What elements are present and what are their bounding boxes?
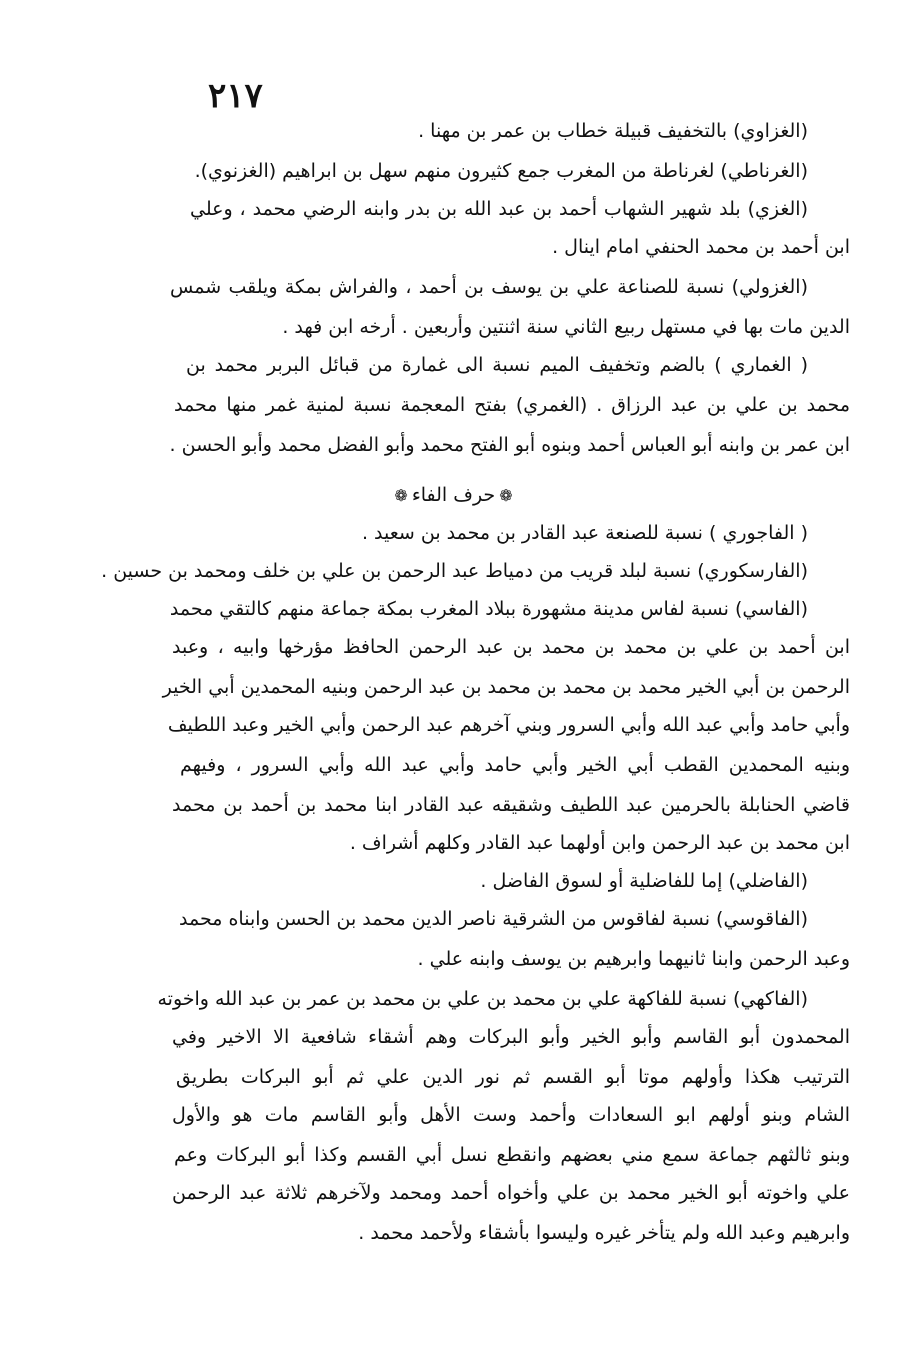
ornament-icon: ❁ <box>499 486 513 505</box>
ornament-icon: ❁ <box>394 486 408 505</box>
text-line: الشام وبنو أولهم ابو السعادات وأحمد وست الأهل وأبو القاسم مات هو والأول <box>172 1104 850 1126</box>
text-line: (الغرناطي) لغرناطة من المغرب جمع كثيرون منهم سهل بن ابراهيم (الغزنوي). <box>194 160 808 182</box>
text-line: وعبد الرحمن وابنا ثانيهما وابرهيم بن يوسف وابنه علي . <box>417 948 850 970</box>
text-line: وابرهيم وعبد الله ولم يتأخر غيره وليسوا بأشقاء ولأحمد محمد . <box>358 1222 850 1244</box>
text-line: (الفاسي) نسبة لفاس مدينة مشهورة ببلاد المغرب بمكة جماعة منهم كالتقي محمد <box>169 598 808 620</box>
text-line: المحمدون أبو القاسم وأبو الخير وأبو البركات وهم أشقاء شافعية الا الاخير وفي <box>172 1026 850 1048</box>
text-line: ابن أحمد بن علي بن محمد بن محمد بن عبد الرحمن الحافظ مؤرخها وابيه ، وعبد <box>172 636 850 658</box>
text-line: (الفاكهي) نسبة للفاكهة علي بن محمد بن علي بن محمد بن عمر بن عبد الله واخوته <box>157 988 808 1010</box>
text-line: الدين مات بها في مستهل ربيع الثاني سنة اثنتين وأربعين . أرخه ابن فهد . <box>282 316 850 338</box>
text-line: (الفاقوسي) نسبة لفاقوس من الشرقية ناصر الدين محمد بن الحسن وابناه محمد <box>179 908 808 930</box>
text-line: (الغزاوي) بالتخفيف قبيلة خطاب بن عمر بن مهنا . <box>418 120 808 142</box>
text-line: (الغزي) بلد شهير الشهاب أحمد بن عبد الله بن بدر وابنه الرضي محمد ، وعلي <box>190 198 808 220</box>
text-line: (الغزولي) نسبة للصناعة علي بن يوسف بن أحمد ، والفراش بمكة ويلقب شمس <box>170 276 808 298</box>
text-line: وبنو ثالثهم جماعة سمع مني بعضهم وانقطع نسل أبي القسم وكذا أبو البركات وعم <box>174 1144 850 1166</box>
text-line: ابن عمر بن وابنه أبو العباس أحمد وبنوه أبو الفتح محمد وأبو الفضل محمد وأبو الحسن . <box>169 434 850 456</box>
text-line: قاضي الحنابلة بالحرمين عبد اللطيف وشقيقه عبد القادر ابنا محمد بن أحمد بن محمد <box>172 794 850 816</box>
text-line: (الفاضلي) إما للفاضلية أو لسوق الفاضل . <box>480 870 808 892</box>
text-line: وأبي حامد وأبي عبد الله وأبي السرور وبني آخرهم عبد الرحمن وأبي الخير وعبد اللطيف <box>167 714 850 736</box>
text-line: الترتيب هكذا وأولهم موتا أبو القسم ثم نور الدين علي ثم أبو البركات بطريق <box>176 1066 850 1088</box>
text-line: ابن أحمد بن محمد الحنفي امام اينال . <box>552 236 850 258</box>
text-line: (الفارسكوري) نسبة لبلد قريب من دمياط عبد الرحمن بن علي بن خلف ومحمد بن حسين . <box>101 560 808 582</box>
page-number: ٢١٧ <box>208 76 263 116</box>
text-line: وبنيه المحمدين القطب أبي الخير وأبي حامد وأبي عبد الله وأبي السرور ، وفيهم <box>180 754 850 776</box>
text-line: الرحمن بن أبي الخير محمد بن محمد بن محمد بن عبد الرحمن وبنيه المحمدين أبي الخير <box>162 676 850 698</box>
text-line: ( الغماري ) بالضم وتخفيف الميم نسبة الى غمارة من قبائل البربر محمد بن <box>186 354 808 376</box>
text-line: علي واخوته أبو الخير محمد بن علي وأخواه أحمد ومحمد ولآخرهم ثلاثة عبد الرحمن <box>172 1182 850 1204</box>
text-line: ( الفاجوري ) نسبة للصنعة عبد القادر بن محمد بن سعيد . <box>361 522 808 544</box>
text-line: محمد بن علي بن عبد الرزاق . (الغمري) بفتح المعجمة نسبة لمنية غمر منها محمد <box>174 394 850 416</box>
text-line: ابن محمد بن عبد الرحمن وابن أولهما عبد القادر وكلهم أشراف . <box>349 832 850 854</box>
section-heading-text: حرف الفاء <box>411 484 496 506</box>
